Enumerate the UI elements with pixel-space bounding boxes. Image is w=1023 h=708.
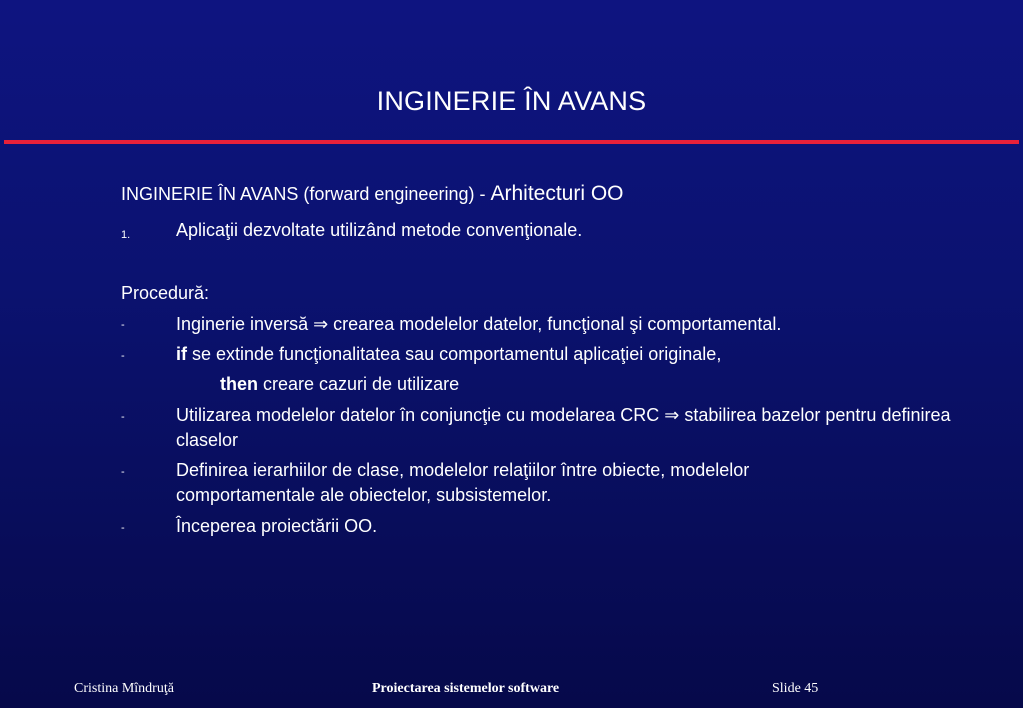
bullet-marker: - (121, 350, 125, 362)
numbered-item: Aplicaţii dezvoltate utilizând metode convenţionale. (176, 220, 583, 240)
intro-heading-topic: Arhitecturi OO (490, 182, 624, 205)
procedure-item-1-before: Inginerie inversă (176, 314, 314, 334)
footer-author: Cristina Mîndruţă (74, 681, 174, 696)
intro-heading-prefix: INGINERIE ÎN AVANS (forward engineering) - (121, 184, 491, 204)
procedure-item-3-after: stabilirea bazelor pentru definirea claselor (176, 405, 951, 450)
implies-arrow-icon: ⇒ (664, 405, 680, 425)
procedure-label: Procedură: (121, 283, 210, 303)
bullet-marker: - (121, 319, 125, 331)
implies-arrow-icon: ⇒ (313, 314, 329, 334)
procedure-item-5: Începerea proiectării OO. (176, 516, 378, 536)
bullet-marker: - (121, 411, 125, 423)
footer-slide-number: Slide 45 (772, 681, 819, 696)
if-keyword: if (176, 344, 187, 364)
procedure-item-4: Definirea ierarhiilor de clase, modelelor relaţiilor între obiecte, modelelor comportamentale ale obiectelor, subsistemelor. (176, 460, 750, 505)
then-keyword: then (220, 374, 258, 394)
numbered-marker: 1. (121, 229, 131, 241)
procedure-item-2 (176, 342, 721, 367)
procedure-item-2-then (220, 372, 459, 397)
intro-heading (121, 181, 624, 207)
procedure-item-1-after: crearea modelelor datelor, funcţional şi comportamental. (328, 314, 782, 334)
procedure-item-3-before: Utilizarea modelelor datelor în conjuncţie cu modelarea CRC (176, 405, 665, 425)
if-text: se extinde funcţionalitatea sau comportamentul aplicaţiei originale, (187, 344, 722, 364)
then-text: creare cazuri de utilizare (258, 374, 460, 394)
procedure-item-1 (176, 312, 781, 337)
footer-course: Proiectarea sistemelor software (372, 681, 560, 696)
bullet-marker: - (121, 466, 125, 478)
bullet-marker: - (121, 522, 125, 534)
slide-title: INGINERIE ÎN AVANS (376, 86, 647, 116)
procedure-item-3 (176, 403, 956, 453)
